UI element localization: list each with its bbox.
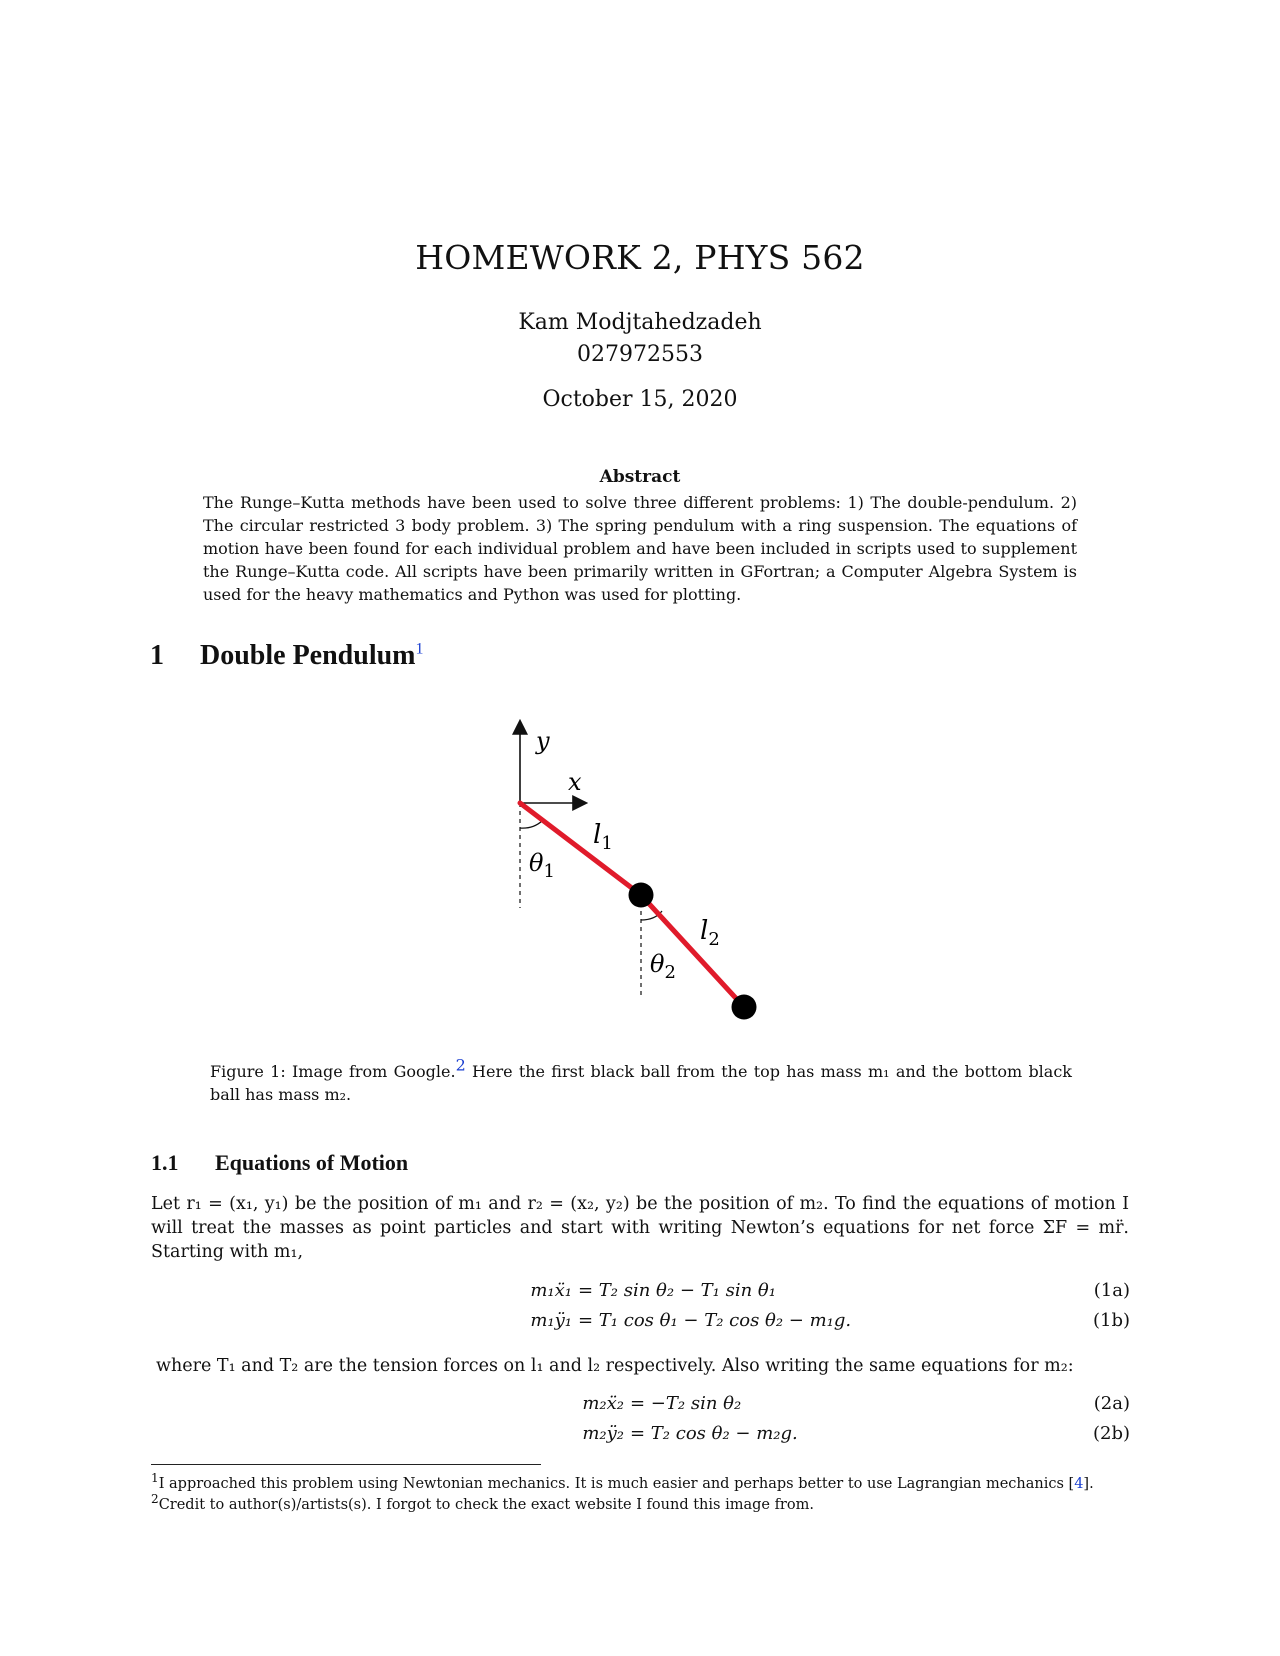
equation-1b-rhs: = T₁ cos θ₁ − T₂ cos θ₂ − m₁g. (578, 1310, 852, 1331)
paper-date: October 15, 2020 (542, 387, 738, 412)
mass-2 (732, 995, 757, 1020)
section-heading (150, 640, 424, 672)
l2-label: $l_2$ (700, 916, 720, 950)
equation-2b-rhs: = T₂ cos θ₂ − m₂g. (630, 1423, 798, 1444)
equation-1a-rhs: = T₂ sin θ₂ − T₁ sin θ₁ (578, 1280, 776, 1301)
figure-caption (210, 1055, 1072, 1106)
paper-title: HOMEWORK 2, PHYS 562 (415, 238, 865, 277)
equation-1a-lhs: m₁ẍ₁ (530, 1280, 572, 1301)
subsection-title: Equations of Motion (215, 1150, 409, 1175)
footnote-link[interactable]: 1 (415, 640, 424, 658)
section-number: 1 (150, 640, 164, 671)
footnote-1-end: ]. (1083, 1475, 1094, 1492)
subsection-number: 1.1 (151, 1150, 179, 1175)
equation-2a-rhs: = −T₂ sin θ₂ (630, 1393, 742, 1414)
mass-1 (629, 883, 654, 908)
theta2-label: $\theta_2$ (650, 950, 676, 983)
caption-text: Here the first black ball from the top has mass m₁ and the bottom black ball has mass m₂. (210, 1062, 1072, 1104)
footnote-2-mark: 2 (151, 1492, 159, 1506)
double-pendulum-figure (505, 715, 780, 1030)
l1-label: $l_1$ (593, 820, 613, 854)
equation-1a-number: (1a) (1093, 1280, 1130, 1301)
footnote-rule (151, 1464, 541, 1465)
subsection-heading (151, 1150, 408, 1176)
caption-prefix: Figure 1: Image from Google. (210, 1062, 456, 1081)
caption-footnote-link[interactable]: 2 (455, 1055, 466, 1075)
body-paragraph-1: Let r₁ = (x₁, y₁) be the position of m₁ and r₂ = (x₂, y₂) be the position of m₂. To find the equations of motion I will treat the masses as point particles and start with writing Newton’s equations for net force ΣF = mr̈. Starting with m₁, (151, 1194, 1129, 1262)
footnote-1-mark: 1 (151, 1471, 159, 1485)
footnote-1-text: I approached this problem using Newtonian mechanics. It is much easier and perhaps better to use Lagrangian mechanics [ (158, 1475, 1075, 1492)
citation-link[interactable]: 4 (1074, 1475, 1084, 1492)
equation-2a-number: (2a) (1093, 1393, 1130, 1414)
equation-1b-lhs: m₁ÿ₁ (530, 1310, 572, 1331)
equation-2b-lhs: m₂ÿ₂ (582, 1423, 624, 1444)
student-id: 027972553 (577, 342, 703, 367)
equation-2b-number: (2b) (1092, 1423, 1130, 1444)
footnote-2 (151, 1489, 1141, 1515)
theta1-arc (520, 821, 542, 828)
abstract-body: The Runge–Kutta methods have been used to solve three different problems: 1) The double-pendulum. 2) The circular restricted 3 body problem. 3) The spring pendulum with a ring suspension. The equations of motion have been found for each individual problem and have been included in scripts used to supplement the Runge–Kutta code. All scripts have been primarily written in GFortran; a Computer Algebra System is used for the heavy mathematics and Python was used for plotting. (203, 493, 1077, 604)
section-title: Double Pendulum (200, 640, 416, 671)
equation-2a-lhs: m₂ẍ₂ (582, 1393, 624, 1414)
abstract-heading: Abstract (599, 467, 681, 487)
x-axis-label: x (568, 768, 582, 796)
equation-1b-number: (1b) (1092, 1310, 1130, 1331)
body-paragraph-2: where T₁ and T₂ are the tension forces on l₁ and l₂ respectively. Also writing the same equations for m₂: (156, 1356, 1074, 1376)
y-axis-label: y (536, 727, 550, 755)
theta1-label: $\theta_1$ (529, 849, 555, 882)
author-name: Kam Modjtahedzadeh (518, 310, 762, 335)
footnote-2-text: Credit to author(s)/artists(s). I forgot to check the exact website I found this image from. (158, 1496, 814, 1513)
